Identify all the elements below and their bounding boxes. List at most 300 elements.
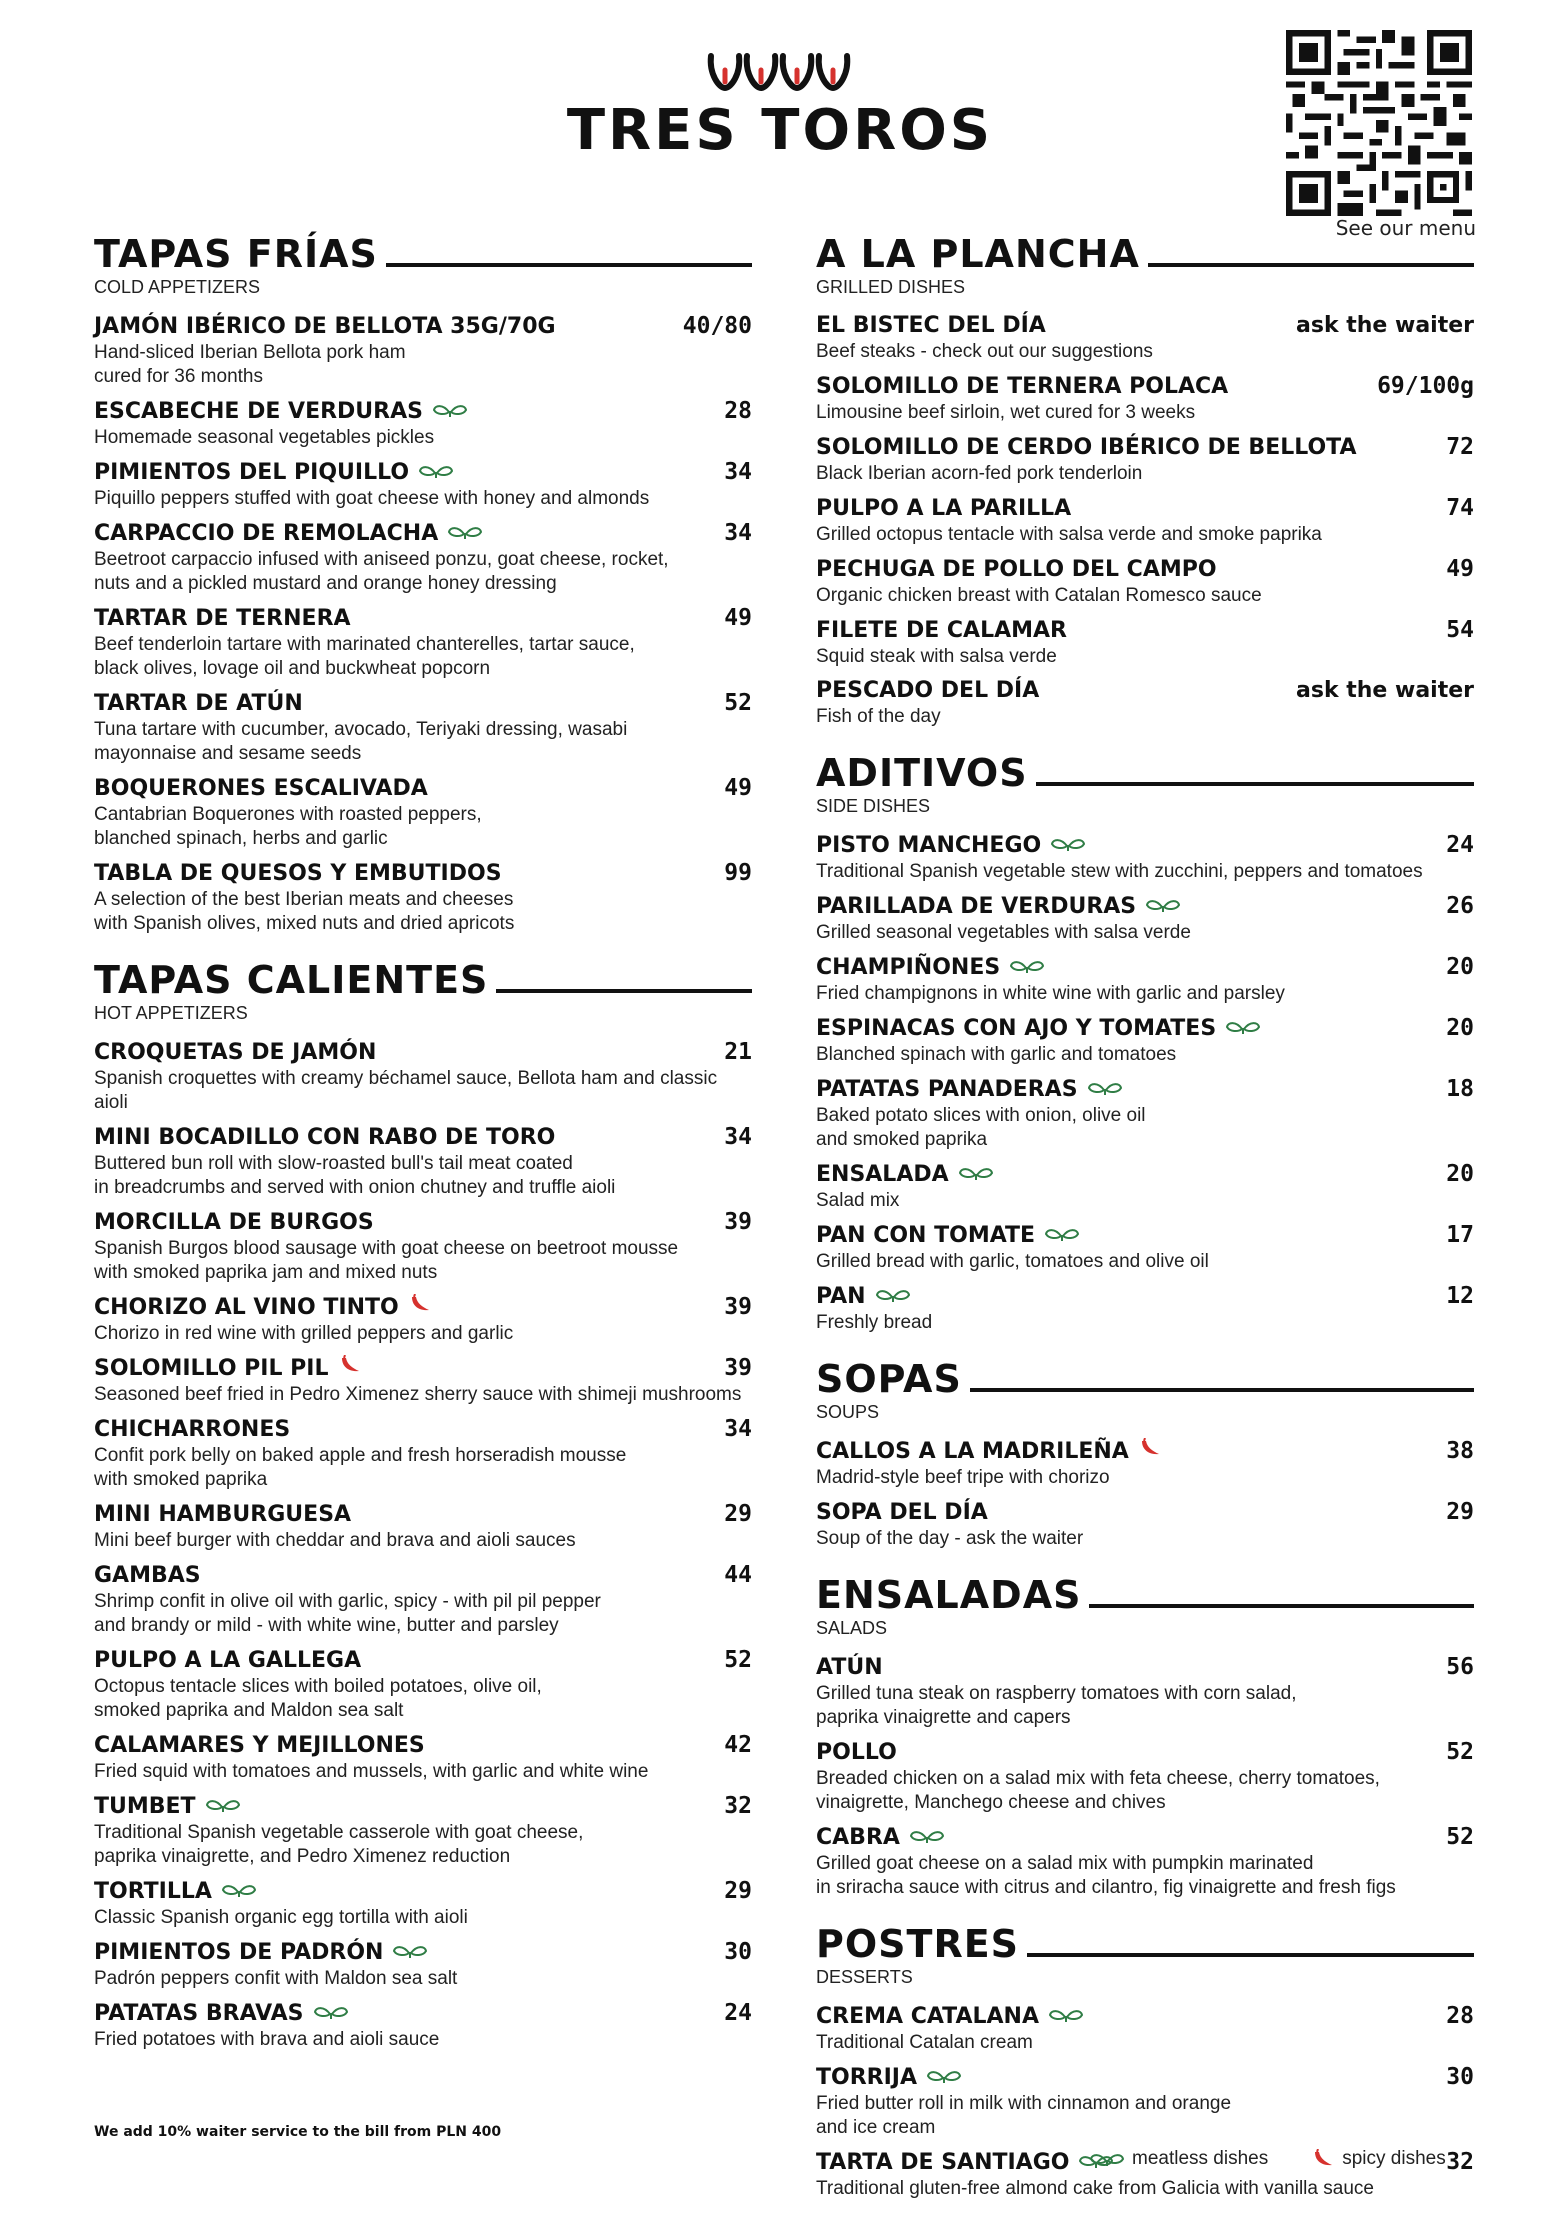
menu-item-name <box>816 1161 993 1189</box>
menu-item-description: Madrid-style beef tripe with chorizo <box>816 1467 1110 1488</box>
leaf-icon <box>419 459 453 487</box>
menu-item-price: 99 <box>724 860 752 886</box>
menu-item-description: Mini beef burger with cheddar and brava and aioli sauces <box>94 1530 576 1551</box>
menu-item-name <box>94 605 351 633</box>
menu-item <box>94 859 752 936</box>
menu-item-name-text: EL BISTEC DEL DÍA <box>816 313 1046 338</box>
menu-item-name-text: CALLOS A LA MADRILEÑA <box>816 1439 1129 1464</box>
menu-item-description: cured for 36 months <box>94 366 263 387</box>
menu-item-name-text: CABRA <box>816 1825 900 1850</box>
menu-item-description: Breaded chicken on a salad mix with feta cheese, cherry tomatoes, <box>816 1768 1380 1789</box>
menu-item-name <box>94 1355 361 1383</box>
section-subtitle: SIDE DISHES <box>816 796 931 816</box>
menu-item-price: 72 <box>1446 434 1474 460</box>
menu-item-name-text: SOLOMILLO PIL PIL <box>94 1356 329 1381</box>
section-header <box>816 232 1474 276</box>
menu-item <box>94 1646 752 1723</box>
menu-item-description: Fried potatoes with brava and aioli sauce <box>94 2029 440 2050</box>
menu-item-price: ask the waiter <box>1296 313 1474 338</box>
menu-item-price: 52 <box>724 1647 752 1673</box>
menu-item-price: 28 <box>1446 2003 1474 2029</box>
menu-item-name-text: TARTAR DE TERNERA <box>94 606 351 631</box>
menu-item-price: 12 <box>1446 1283 1474 1309</box>
menu-item-price: 24 <box>724 2000 752 2026</box>
section-subtitle: COLD APPETIZERS <box>94 277 261 297</box>
menu-section <box>816 1357 1474 1551</box>
menu-item-name-text: TARTA DE SANTIAGO <box>816 2150 1070 2175</box>
menu-item-name <box>94 459 453 487</box>
menu-item-name <box>816 1222 1079 1250</box>
menu-item-price: 54 <box>1446 617 1474 643</box>
menu-item-price: 39 <box>724 1294 752 1320</box>
chili-icon <box>409 1294 431 1322</box>
menu-item-price: 24 <box>1446 832 1474 858</box>
menu-item-name-text: MORCILLA DE BURGOS <box>94 1210 374 1235</box>
menu-item-name <box>94 398 467 426</box>
menu-item-description: Hand-sliced Iberian Bellota pork ham <box>94 342 406 363</box>
menu-item <box>94 1415 752 1492</box>
menu-item-description: black olives, lovage oil and buckwheat popcorn <box>94 658 491 679</box>
menu-item-price: 42 <box>724 1732 752 1758</box>
menu-item-price: 34 <box>724 459 752 485</box>
menu-item-description: Tuna tartare with cucumber, avocado, Teriyaki dressing, wasabi <box>94 719 628 740</box>
menu-item-price: 49 <box>1446 556 1474 582</box>
menu-item-description: Traditional gluten-free almond cake from Galicia with vanilla sauce <box>816 2178 1374 2199</box>
menu-item-price: 20 <box>1446 1161 1474 1187</box>
menu-item-description: and brandy or mild - with white wine, butter and parsley <box>94 1615 559 1636</box>
menu-item-description: mayonnaise and sesame seeds <box>94 743 362 764</box>
right-menu-column <box>816 232 1474 2223</box>
menu-item <box>816 433 1474 486</box>
leaf-icon <box>393 1939 427 1967</box>
menu-item <box>816 555 1474 608</box>
leaf-icon <box>206 1793 240 1821</box>
menu-item-name <box>816 1438 1161 1466</box>
section-title: ENSALADAS <box>816 1573 1082 1617</box>
menu-item <box>94 1293 752 1346</box>
menu-item-name-text: CHORIZO AL VINO TINTO <box>94 1295 399 1320</box>
section-subtitle: SOUPS <box>816 1402 880 1422</box>
menu-item-name <box>816 2064 961 2092</box>
brand-name: TRES TOROS <box>566 98 994 163</box>
menu-item-description: Spanish croquettes with creamy béchamel sauce, Bellota ham and classic aioli <box>94 1068 718 1113</box>
leaf-icon <box>1049 2003 1083 2031</box>
menu-item-price: 20 <box>1446 954 1474 980</box>
menu-item-name-text: PAN CON TOMATE <box>816 1223 1036 1248</box>
menu-item-name <box>94 1124 555 1152</box>
menu-item-name <box>94 860 502 888</box>
menu-item-price: 28 <box>724 398 752 424</box>
qr-code-label: See our menu <box>1335 216 1476 240</box>
menu-item-price: 34 <box>724 1416 752 1442</box>
section-header <box>816 1922 1474 1966</box>
menu-item-name <box>816 617 1067 645</box>
menu-item <box>94 1999 752 2052</box>
menu-item-name <box>816 1739 897 1767</box>
menu-item-description: Organic chicken breast with Catalan Romesco sauce <box>816 585 1262 606</box>
menu-item-description: Piquillo peppers stuffed with goat cheese with honey and almonds <box>94 488 650 509</box>
menu-item-name <box>816 312 1046 340</box>
menu-item-price: 17 <box>1446 1222 1474 1248</box>
menu-item-price: 69/100g <box>1377 373 1474 399</box>
menu-item-name-text: PULPO A LA GALLEGA <box>94 1648 362 1673</box>
menu-item-name <box>94 1939 427 1967</box>
menu-item-description: paprika vinaigrette, and Pedro Ximenez reduction <box>94 1846 511 1867</box>
section-divider <box>1027 1953 1474 1957</box>
menu-item <box>94 1500 752 1553</box>
menu-item-description: Traditional Catalan cream <box>816 2032 1033 2053</box>
menu-item-description: with Spanish olives, mixed nuts and dried apricots <box>94 913 515 934</box>
menu-item <box>94 1938 752 1991</box>
menu-item-name-text: CHAMPIÑONES <box>816 955 1001 980</box>
menu-item-name-text: CARPACCIO DE REMOLACHA <box>94 521 439 546</box>
menu-item-description: Grilled seasonal vegetables with salsa verde <box>816 922 1191 943</box>
menu-item <box>94 1877 752 1930</box>
menu-item-name <box>94 313 556 341</box>
leaf-icon <box>448 520 482 548</box>
menu-item-name <box>94 1562 201 1590</box>
menu-item-description: blanched spinach, herbs and garlic <box>94 828 388 849</box>
menu-item-name-text: PESCADO DEL DÍA <box>816 678 1040 703</box>
section-header <box>816 1357 1474 1401</box>
menu-item-description: vinaigrette, Manchego cheese and chives <box>816 1792 1166 1813</box>
menu-item-price: 39 <box>724 1355 752 1381</box>
section-divider <box>1148 263 1474 267</box>
menu-item-description: Spanish Burgos blood sausage with goat cheese on beetroot mousse <box>94 1238 679 1259</box>
menu-item-name-text: CROQUETAS DE JAMÓN <box>94 1040 377 1065</box>
menu-section <box>816 232 1474 729</box>
section-title: SOPAS <box>816 1357 962 1401</box>
menu-item-name-text: SOLOMILLO DE TERNERA POLACA <box>816 374 1229 399</box>
menu-item-description: Buttered bun roll with slow-roasted bull's tail meat coated <box>94 1153 573 1174</box>
menu-item-name-text: TORRIJA <box>816 2065 917 2090</box>
leaf-icon <box>927 2064 961 2092</box>
menu-item-description: Cantabrian Boquerones with roasted peppers, <box>94 804 482 825</box>
menu-item-name <box>816 2149 1113 2177</box>
menu-item-name <box>816 495 1071 523</box>
section-title: POSTRES <box>816 1922 1020 1966</box>
menu-item-price: 39 <box>724 1209 752 1235</box>
menu-section <box>816 1573 1474 1900</box>
menu-item-price: 34 <box>724 520 752 546</box>
menu-item-description: Fried champignons in white wine with garlic and parsley <box>816 983 1285 1004</box>
leaf-icon <box>1090 2151 1124 2167</box>
section-header <box>816 1573 1474 1617</box>
menu-item-description: Fried butter roll in milk with cinnamon and orange <box>816 2093 1232 2114</box>
menu-item-description: Squid steak with salsa verde <box>816 646 1057 667</box>
section-header <box>94 232 752 276</box>
menu-item-name-text: ATÚN <box>816 1655 883 1680</box>
menu-item-description: paprika vinaigrette and capers <box>816 1707 1071 1728</box>
menu-item-name-text: MINI HAMBURGUESA <box>94 1502 352 1527</box>
menu-item-description: Classic Spanish organic egg tortilla with aioli <box>94 1907 468 1928</box>
leaf-icon <box>1226 1015 1260 1043</box>
menu-item-price: 34 <box>724 1124 752 1150</box>
menu-item-description: Beef steaks - check out our suggestions <box>816 341 1153 362</box>
menu-item-description: in breadcrumbs and served with onion chutney and truffle aioli <box>94 1177 616 1198</box>
menu-item-name <box>816 373 1228 401</box>
leaf-icon <box>222 1878 256 1906</box>
menu-item <box>94 1038 752 1115</box>
menu-item-name-text: TABLA DE QUESOS Y EMBUTIDOS <box>94 861 502 886</box>
menu-item <box>816 2063 1474 2140</box>
menu-item-name <box>94 1793 240 1821</box>
menu-item-name-text: POLLO <box>816 1740 897 1765</box>
menu-item-price: 74 <box>1446 495 1474 521</box>
menu-item-name-text: CALAMARES Y MEJILLONES <box>94 1733 425 1758</box>
menu-item-name <box>94 1039 376 1067</box>
menu-item-name <box>94 1878 256 1906</box>
menu-item-name <box>94 1732 425 1760</box>
menu-item <box>94 774 752 851</box>
leaf-icon <box>1146 893 1180 921</box>
menu-item-name-text: JAMÓN IBÉRICO DE BELLOTA 35G/70G <box>94 314 556 339</box>
menu-item-price: 30 <box>1446 2064 1474 2090</box>
menu-item-description: Padrón peppers confit with Maldon sea salt <box>94 1968 458 1989</box>
menu-item-description: Soup of the day - ask the waiter <box>816 1528 1084 1549</box>
menu-item-description: with smoked paprika <box>94 1469 268 1490</box>
section-divider <box>386 263 752 267</box>
menu-item-name <box>816 954 1044 982</box>
menu-item-name <box>816 434 1357 462</box>
menu-item <box>816 1221 1474 1274</box>
menu-item-description: Confit pork belly on baked apple and fresh horseradish mousse <box>94 1445 627 1466</box>
menu-item-description: and ice cream <box>816 2117 936 2138</box>
section-title: TAPAS FRÍAS <box>94 232 378 276</box>
service-charge-note: We add 10% waiter service to the bill from PLN 400 <box>94 2124 502 2140</box>
section-title: A LA PLANCHA <box>816 232 1140 276</box>
menu-item-price: 52 <box>724 690 752 716</box>
menu-item <box>94 458 752 511</box>
leaf-icon <box>959 1161 993 1189</box>
menu-item-price: 26 <box>1446 893 1474 919</box>
menu-item-description: Chorizo in red wine with grilled peppers and garlic <box>94 1323 514 1344</box>
menu-item-name-text: CREMA CATALANA <box>816 2004 1039 2029</box>
chili-icon <box>339 1355 361 1383</box>
menu-item-description: Freshly bread <box>816 1312 933 1333</box>
menu-item-description: Grilled tuna steak on raspberry tomatoes with corn salad, <box>816 1683 1297 1704</box>
menu-item-name-text: PULPO A LA PARILLA <box>816 496 1072 521</box>
menu-item-description: Shrimp confit in olive oil with garlic, spicy - with pil pil pepper <box>94 1591 601 1612</box>
menu-item-name <box>816 1015 1260 1043</box>
menu-item-name-text: TARTAR DE ATÚN <box>94 691 303 716</box>
menu-item-price: 44 <box>724 1562 752 1588</box>
menu-item-name-text: PECHUGA DE POLLO DEL CAMPO <box>816 557 1217 582</box>
menu-item <box>816 1437 1474 1490</box>
section-divider <box>970 1388 1474 1392</box>
section-subtitle: HOT APPETIZERS <box>94 1003 248 1023</box>
menu-item-name <box>816 832 1085 860</box>
menu-item-description: with smoked paprika jam and mixed nuts <box>94 1262 438 1283</box>
leaf-icon <box>1045 1222 1079 1250</box>
menu-item <box>94 519 752 596</box>
menu-item <box>816 1014 1474 1067</box>
menu-item-name-text: GAMBAS <box>94 1563 201 1588</box>
menu-item-description: Seasoned beef fried in Pedro Ximenez sherry sauce with shimeji mushrooms <box>94 1384 742 1405</box>
menu-item-description: Blanched spinach with garlic and tomatoes <box>816 1044 1177 1065</box>
menu-item-name <box>94 690 303 718</box>
leaf-icon <box>876 1283 910 1311</box>
menu-item <box>816 1653 1474 1730</box>
menu-item-name-text: SOLOMILLO DE CERDO IBÉRICO DE BELLOTA <box>816 435 1357 460</box>
menu-item <box>816 1498 1474 1551</box>
menu-item-description: Octopus tentacle slices with boiled potatoes, olive oil, <box>94 1676 542 1697</box>
menu-item-name-text: ESPINACAS CON AJO Y TOMATES <box>816 1016 1217 1041</box>
menu-item-description: Beetroot carpaccio infused with aniseed ponzu, goat cheese, rocket, <box>94 549 669 570</box>
menu-item-description: Grilled octopus tentacle with salsa verde and smoke paprika <box>816 524 1322 545</box>
menu-item-description: Beef tenderloin tartare with marinated chanterelles, tartar sauce, <box>94 634 635 655</box>
menu-item-price: 40/80 <box>682 313 752 339</box>
menu-item <box>816 494 1474 547</box>
menu-item <box>816 677 1474 729</box>
menu-item <box>816 1160 1474 1213</box>
section-divider <box>1089 1604 1474 1608</box>
menu-item-name-text: PARILLADA DE VERDURAS <box>816 894 1137 919</box>
menu-item-name-text: ENSALADA <box>816 1162 949 1187</box>
menu-item-price: 30 <box>724 1939 752 1965</box>
menu-item-name-text: TUMBET <box>94 1794 196 1819</box>
menu-item-price: 38 <box>1446 1438 1474 1464</box>
menu-item-description: Grilled bread with garlic, tomatoes and olive oil <box>816 1251 1209 1272</box>
menu-item <box>94 1731 752 1784</box>
menu-item-description: and smoked paprika <box>816 1129 988 1150</box>
menu-item-description: Homemade seasonal vegetables pickles <box>94 427 435 448</box>
menu-item-price: ask the waiter <box>1296 678 1474 703</box>
menu-item-name <box>816 1654 883 1682</box>
menu-item-price: 21 <box>724 1039 752 1065</box>
menu-item-name <box>816 1076 1122 1104</box>
bull-horns-icon <box>705 52 855 94</box>
menu-item <box>816 1075 1474 1152</box>
menu-item-price: 18 <box>1446 1076 1474 1102</box>
menu-item-description: Limousine beef sirloin, wet cured for 3 weeks <box>816 402 1196 423</box>
section-divider <box>496 989 752 993</box>
icon-legend <box>1090 2148 1490 2170</box>
menu-item-name-text: SOPA DEL DÍA <box>816 1500 988 1525</box>
menu-section <box>94 958 752 2052</box>
menu-item <box>816 953 1474 1006</box>
menu-item-name <box>816 556 1217 584</box>
menu-item <box>94 1792 752 1869</box>
menu-item <box>816 831 1474 884</box>
menu-item <box>816 1282 1474 1335</box>
menu-item-price: 56 <box>1446 1654 1474 1680</box>
menu-item-name <box>816 677 1039 705</box>
menu-item-name-text: TORTILLA <box>94 1879 212 1904</box>
qr-code-icon[interactable] <box>1282 30 1476 216</box>
menu-item-price: 49 <box>724 775 752 801</box>
section-subtitle: GRILLED DISHES <box>816 277 966 297</box>
menu-item <box>94 604 752 681</box>
menu-item-description: A selection of the best Iberian meats and cheeses <box>94 889 514 910</box>
menu-section <box>816 751 1474 1335</box>
menu-item-price: 29 <box>724 1501 752 1527</box>
menu-item-name <box>816 1824 944 1852</box>
menu-item-price: 29 <box>724 1878 752 1904</box>
leaf-icon <box>433 398 467 426</box>
leaf-icon <box>910 1824 944 1852</box>
menu-item-description: Grilled goat cheese on a salad mix with pumpkin marinated <box>816 1853 1314 1874</box>
restaurant-logo <box>560 52 1000 161</box>
menu-item <box>816 892 1474 945</box>
menu-item-description: Baked potato slices with onion, olive oil <box>816 1105 1146 1126</box>
menu-item-description: nuts and a pickled mustard and orange honey dressing <box>94 573 557 594</box>
leaf-icon <box>314 2000 348 2028</box>
section-title: TAPAS CALIENTES <box>94 958 489 1002</box>
menu-item <box>94 1123 752 1200</box>
menu-item-name <box>94 520 482 548</box>
menu-item-name-text: PIMIENTOS DE PADRÓN <box>94 1940 384 1965</box>
menu-item-name <box>94 1416 290 1444</box>
section-title: ADITIVOS <box>816 751 1028 795</box>
left-menu-column <box>94 232 752 2074</box>
menu-item-description: smoked paprika and Maldon sea salt <box>94 1700 404 1721</box>
menu-item <box>816 372 1474 425</box>
menu-item-name <box>94 1501 351 1529</box>
menu-item-description: Black Iberian acorn-fed pork tenderloin <box>816 463 1143 484</box>
menu-item-name-text: ESCABECHE DE VERDURAS <box>94 399 423 424</box>
menu-item <box>94 689 752 766</box>
menu-section <box>94 232 752 936</box>
legend-meatless-label: meatless dishes <box>1132 2148 1269 2169</box>
menu-item-name-text: PISTO MANCHEGO <box>816 833 1042 858</box>
leaf-icon <box>1051 832 1085 860</box>
menu-item <box>94 312 752 389</box>
menu-item-price: 32 <box>1446 2149 1474 2175</box>
menu-item-price: 52 <box>1446 1824 1474 1850</box>
menu-item <box>94 1208 752 1285</box>
section-subtitle: DESSERTS <box>816 1967 913 1987</box>
menu-item-name-text: BOQUERONES ESCALIVADA <box>94 776 428 801</box>
section-subtitle: SALADS <box>816 1618 888 1638</box>
menu-item <box>94 397 752 450</box>
menu-item-name <box>94 2000 348 2028</box>
menu-item-description: Fried squid with tomatoes and mussels, with garlic and white wine <box>94 1761 649 1782</box>
section-divider <box>1036 782 1474 786</box>
legend-spicy-label: spicy dishes <box>1342 2148 1446 2169</box>
menu-item-price: 20 <box>1446 1015 1474 1041</box>
menu-item-description: in sriracha sauce with citrus and cilantro, fig vinaigrette and fresh figs <box>816 1877 1396 1898</box>
leaf-icon <box>1088 1076 1122 1104</box>
menu-item-price: 52 <box>1446 1739 1474 1765</box>
menu-item <box>816 1738 1474 1815</box>
menu-item <box>816 616 1474 669</box>
menu-item-name <box>94 1209 374 1237</box>
menu-item <box>816 312 1474 364</box>
menu-item-name <box>816 1283 910 1311</box>
leaf-icon <box>1010 954 1044 982</box>
menu-item-name <box>94 1294 431 1322</box>
menu-item-name <box>816 2003 1083 2031</box>
chili-icon <box>1312 2149 1334 2169</box>
menu-item-name <box>816 893 1180 921</box>
menu-item <box>816 1823 1474 1900</box>
menu-item-name-text: PAN <box>816 1284 866 1309</box>
menu-item-name-text: CHICHARRONES <box>94 1417 291 1442</box>
menu-item-price: 49 <box>724 605 752 631</box>
menu-item-name <box>94 1647 361 1675</box>
menu-item <box>94 1354 752 1407</box>
menu-item-name-text: MINI BOCADILLO CON RABO DE TORO <box>94 1125 556 1150</box>
section-header <box>94 958 752 1002</box>
menu-item-name-text: PIMIENTOS DEL PIQUILLO <box>94 460 410 485</box>
section-header <box>816 751 1474 795</box>
menu-item-price: 32 <box>724 1793 752 1819</box>
menu-item-description: Fish of the day <box>816 706 941 727</box>
menu-item-name-text: FILETE DE CALAMAR <box>816 618 1067 643</box>
menu-item <box>816 2002 1474 2055</box>
menu-item-price: 29 <box>1446 1499 1474 1525</box>
